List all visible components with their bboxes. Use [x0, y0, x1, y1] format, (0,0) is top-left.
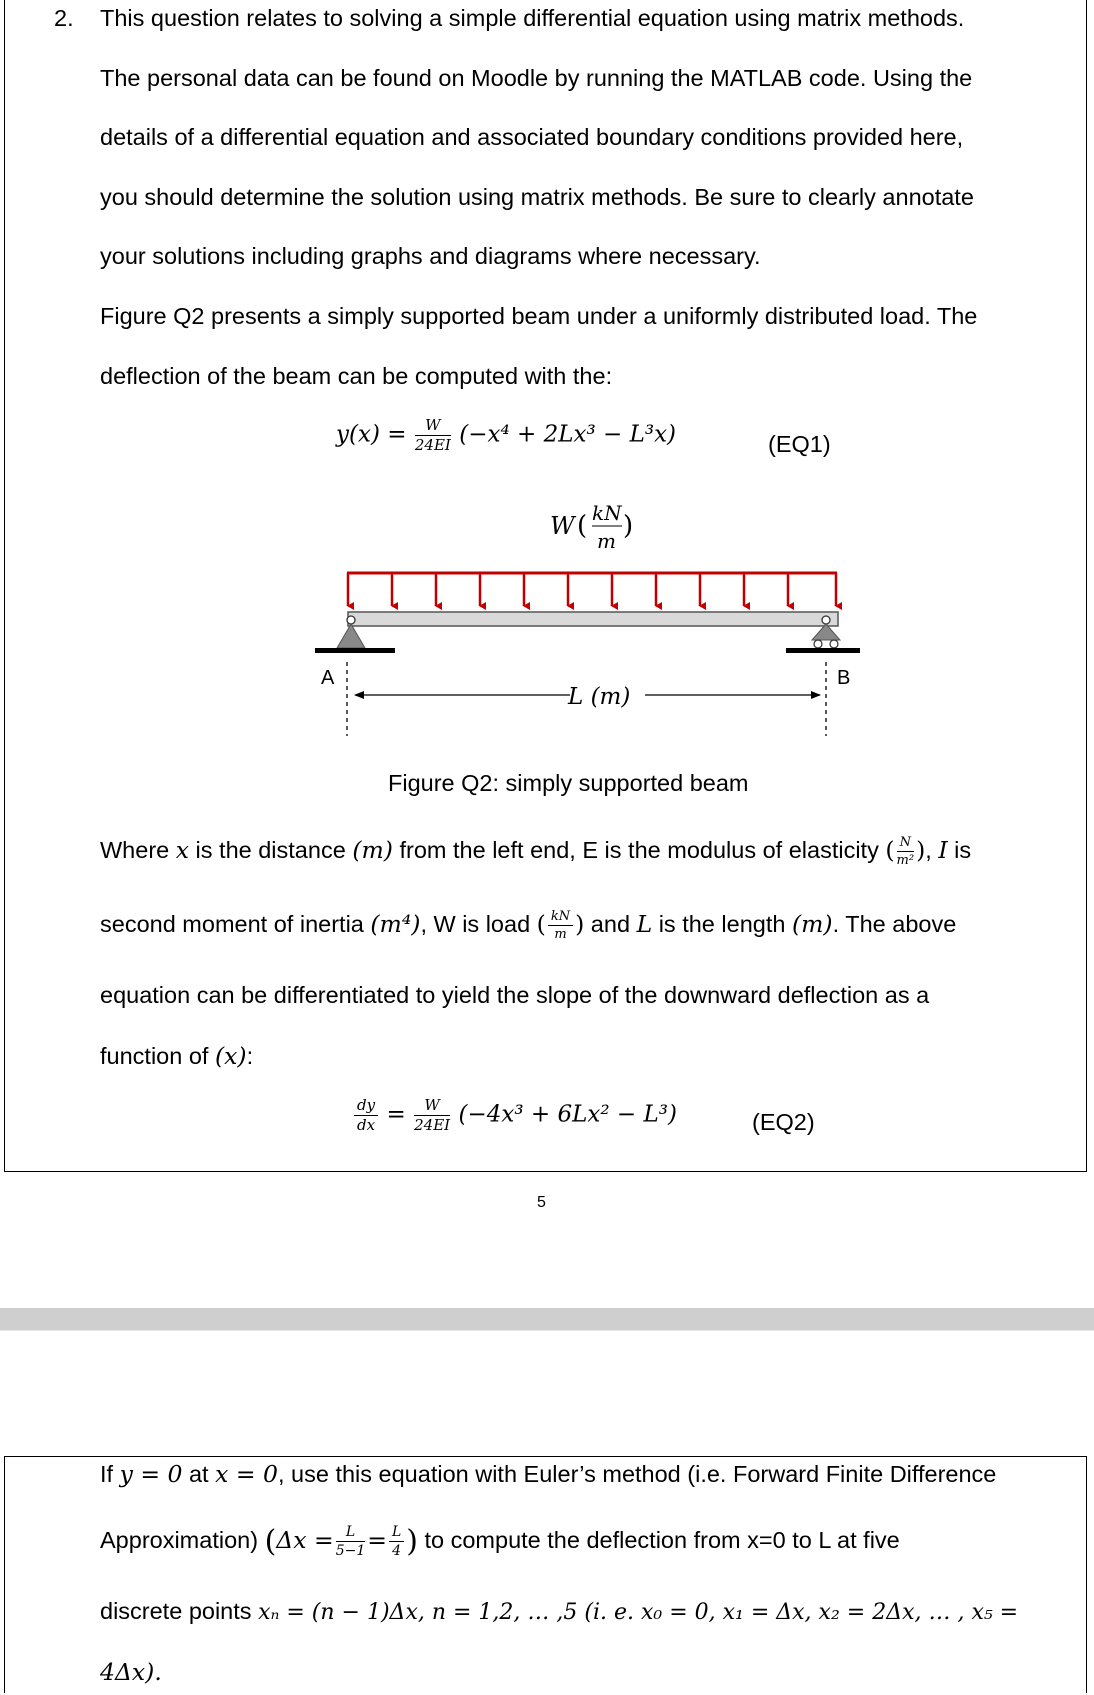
question-line-5: your solutions including graphs and diagrams where necessary. [100, 243, 761, 269]
roller-b-1 [814, 640, 822, 648]
math-m: (m) [352, 836, 393, 864]
figure-caption: Figure Q2: simply supported beam [388, 770, 749, 796]
body-text: . The above [832, 911, 957, 937]
eq2-label: (EQ2) [752, 1109, 815, 1135]
question-line-3: details of a differential equation and associated boundary conditions provided here, [100, 124, 964, 150]
page-number: 5 [537, 1194, 546, 1211]
body-line-4 [100, 1042, 253, 1070]
body-text: If [100, 1461, 120, 1487]
question-line-4: you should determine the solution using matrix methods. Be sure to clearly annotate [100, 184, 974, 210]
frac-num: L [389, 1525, 404, 1542]
math-equals: = [367, 1526, 387, 1554]
math-m4: (m⁴) [370, 910, 421, 938]
page-separator [0, 1308, 1094, 1331]
part2-line-2 [100, 1524, 900, 1559]
math-x5: 4Δx). [100, 1658, 162, 1686]
math-x: (x) [214, 1042, 247, 1070]
body-line-1 [100, 836, 971, 867]
support-b-ground [786, 648, 860, 653]
support-a-triangle [337, 624, 365, 648]
part2-line-4 [100, 1658, 162, 1686]
eq2-equals: = [386, 1101, 406, 1128]
equation-2 [352, 1098, 677, 1133]
body-text: discrete points [100, 1598, 259, 1624]
equation-1 [336, 418, 676, 453]
question-line-2: The personal data can be found on Moodle by running the MATLAB code. Using the [100, 65, 973, 91]
frac-num: kN [548, 910, 573, 926]
eq1-label: (EQ1) [768, 431, 831, 457]
math-paren: ) [406, 1524, 418, 1559]
length-label: L (m) [568, 684, 631, 710]
body-text: to compute the deflection from x=0 to L at five [417, 1527, 900, 1553]
eq1-lhs: y(x) = [336, 421, 407, 448]
pin-a [347, 616, 355, 624]
support-b-label: B [837, 667, 851, 689]
load-paren-close: ) [623, 511, 634, 541]
math-paren: ) [575, 910, 585, 938]
body-text: at [182, 1461, 216, 1487]
body-line-3: equation can be differentiated to yield the slope of the downward deflection as a [100, 982, 930, 1008]
support-a-label: A [321, 667, 335, 689]
eq2-frac-num: W [414, 1098, 450, 1116]
body-text: from the left end, E is the modulus of elasticity [392, 837, 886, 863]
question-line-1: This question relates to solving a simple differential equation using matrix methods. [100, 5, 965, 31]
frac-num: N [897, 836, 915, 852]
eq2-dx: dx [357, 1116, 376, 1134]
math-paren: ) [916, 836, 926, 864]
load-paren-open: ( [577, 511, 588, 541]
body-text: is [947, 837, 972, 863]
roller-b-2 [830, 640, 838, 648]
math-paren: ( [885, 836, 895, 864]
frac-num: L [336, 1525, 366, 1542]
eq1-frac-den: 24EI [414, 436, 451, 454]
frac-den: 4 [392, 1543, 402, 1560]
math-m: (m) [791, 910, 833, 938]
udl-arrows [348, 573, 836, 606]
beam-figure [300, 488, 860, 754]
load-symbol: W [550, 512, 575, 540]
math-x: x [175, 836, 190, 864]
question-line-6: Figure Q2 presents a simply supported beam under a uniformly distributed load. The [100, 303, 978, 329]
body-text: function of [100, 1043, 215, 1069]
pin-b [822, 616, 830, 624]
body-text: Approximation) [100, 1527, 265, 1553]
eq2-rhs: (−4x³ + 6Lx² − L³) [458, 1101, 677, 1128]
body-line-2 [100, 910, 956, 941]
math-x-zero: x = 0 [215, 1460, 278, 1488]
part2-box [4, 1456, 1087, 1693]
eq2-fraction [414, 1098, 450, 1133]
eq2-frac-den: 24EI [414, 1116, 451, 1134]
question-line-7: deflection of the beam can be computed with the: [100, 363, 613, 389]
math-paren: ( [264, 1524, 277, 1559]
eq2-derivative [354, 1098, 378, 1133]
body-text: is the distance [189, 837, 353, 863]
l-over-5-minus-1 [336, 1525, 366, 1558]
body-text: is the length [652, 911, 792, 937]
frac-den: m [554, 927, 567, 943]
body-text: and [584, 911, 637, 937]
frac-den: 5−1 [335, 1543, 366, 1560]
eq1-rhs: (−x⁴ + 2Lx³ − L³x) [459, 421, 677, 448]
part2-line-1 [100, 1460, 996, 1488]
beam-diagram [300, 488, 860, 748]
support-a-ground [315, 648, 395, 653]
math-discrete-points: xₙ = (n − 1)Δx, n = 1,2, … ,5 (i. e. x₀ = 0, x₁ = Δx, x₂ = 2Δx, … , x₅ = [258, 1600, 1019, 1625]
body-text: , use this equation with Euler’s method (i.e. Forward Finite Difference [277, 1461, 997, 1487]
n-per-m2-fraction [897, 836, 915, 867]
eq2-dy: dy [354, 1098, 378, 1116]
load-unit-num: kN [592, 501, 622, 525]
math-l: L [636, 910, 653, 938]
beam [348, 612, 838, 626]
part2-line-3 [100, 1598, 1018, 1625]
body-text: : [246, 1043, 254, 1069]
question-number: 2. [54, 5, 74, 31]
body-text: , W is load [420, 911, 537, 937]
body-text: Where [100, 837, 176, 863]
l-over-4 [389, 1525, 404, 1558]
kn-per-m-fraction [548, 910, 573, 941]
eq1-frac-num: W [415, 418, 451, 436]
math-i: I [938, 836, 948, 864]
math-delta-x: Δx = [276, 1526, 334, 1554]
body-text: second moment of inertia [100, 911, 371, 937]
body-text: , [925, 837, 939, 863]
load-unit-den: m [597, 529, 616, 553]
frac-den: m² [896, 853, 915, 869]
eq1-fraction [415, 418, 451, 453]
math-paren: ( [536, 910, 546, 938]
math-y-zero: y = 0 [119, 1460, 183, 1488]
